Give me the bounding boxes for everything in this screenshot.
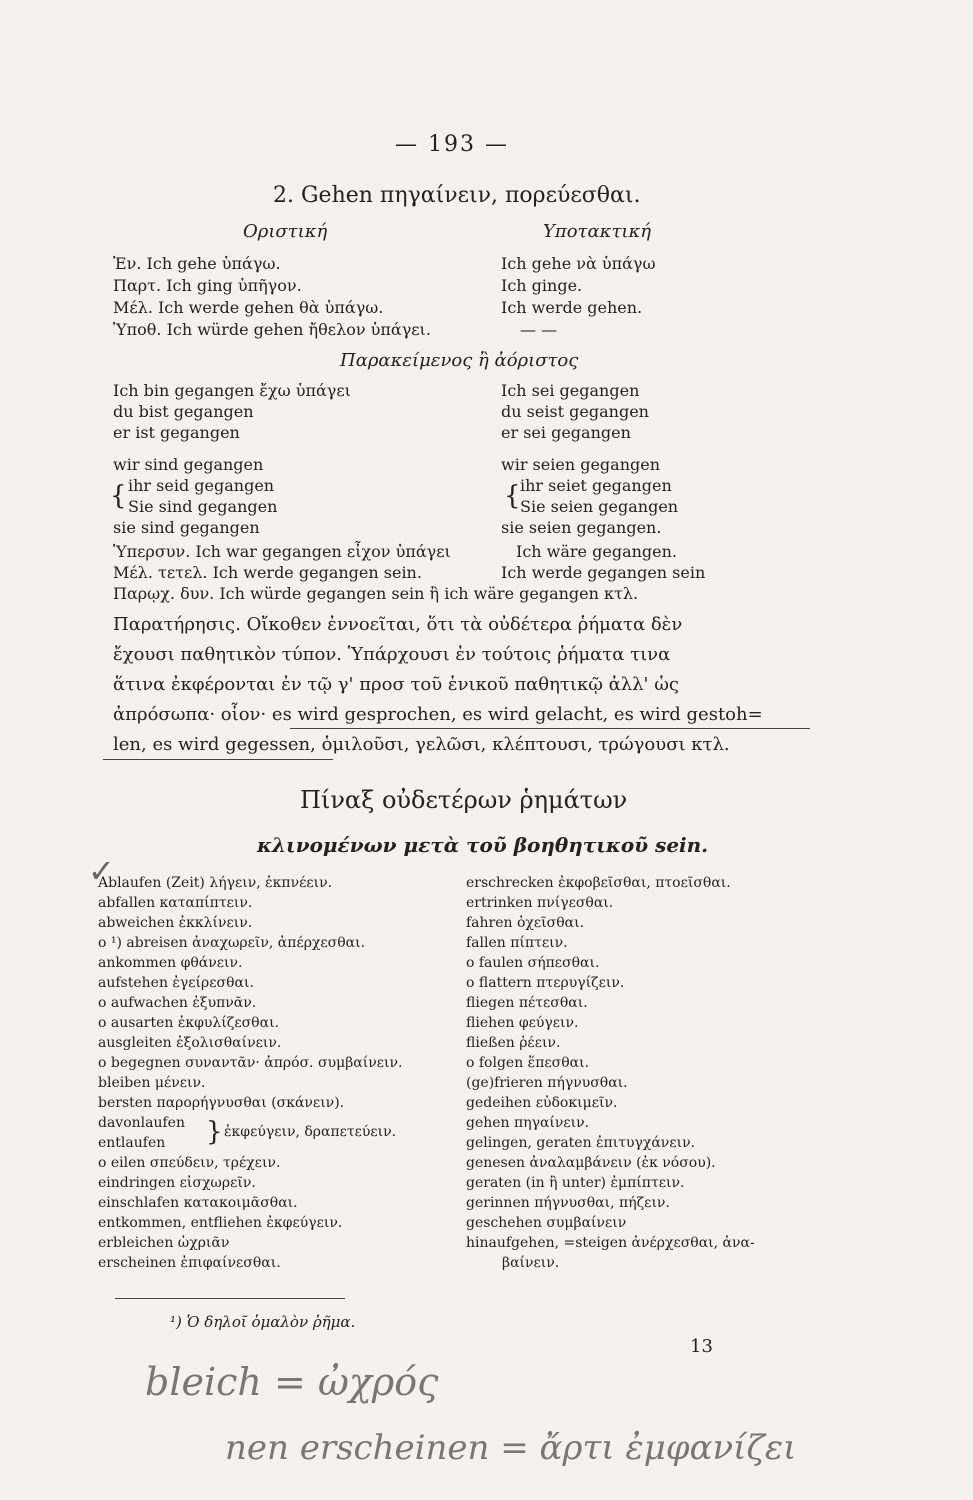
brace-right: { — [504, 481, 521, 511]
verb-row: fließen ῥέειν. — [466, 1035, 561, 1051]
tense-row: Παρῳχ. δυν. Ich würde gegangen sein ἢ ich wäre gegangen κτλ. — [113, 584, 639, 603]
indicative-label: Οριστική — [243, 221, 328, 242]
verb-row: o faulen σήπεσθαι. — [466, 955, 600, 971]
verb-row: bersten παρορήγνυσθαι (σκάνειν). — [98, 1095, 345, 1111]
verb-row: fahren ὀχεῖσθαι. — [466, 915, 585, 931]
footnote-rule — [115, 1298, 345, 1299]
verb-row: abweichen ἐκκλίνειν. — [98, 915, 253, 931]
section-heading: 2. Gehen πηγαίνειν, πορεύεσθαι. — [273, 183, 641, 208]
brace-translation: ἐκφεύγειν, δραπετεύειν. — [224, 1124, 397, 1140]
perfect-right-row: Ich sei gegangen — [501, 381, 640, 400]
indicative-row: Παρτ. Ich ging ὑπῆγον. — [113, 276, 302, 295]
remark-line: len, es wird gegessen, ὁμιλοῦσι, γελῶσι, κλέπτουσι, τρώγουσι κτλ. — [113, 734, 730, 755]
verb-row: ankommen φθάνειν. — [98, 955, 243, 971]
verb-row: aufstehen ἐγείρεσθαι. — [98, 975, 254, 991]
subjunctive-label: Υποτακτική — [543, 221, 652, 242]
verb-row: o aufwachen ἐξυπνᾶν. — [98, 995, 257, 1011]
page-number: — 193 — — [395, 132, 509, 157]
pencil-underline — [290, 728, 810, 729]
subjunctive-row: — — — [520, 320, 558, 339]
indicative-row: Μέλ. Ich werde gehen θὰ ὑπάγω. — [113, 298, 384, 317]
verb-row: einschlafen κατακοιμᾶσθαι. — [98, 1195, 298, 1211]
perfect-right-row: sie seien gegangen. — [501, 518, 662, 537]
remark-line: ἔχουσι παθητικὸν τύπον. Ὑπάρχουσι ἐν τούτοις ῥήματα τινα — [113, 644, 671, 665]
verb-row: entlaufen — [98, 1135, 166, 1151]
perfect-right-row: ihr seiet gegangen — [520, 476, 672, 495]
subjunctive-row: Ich werde gehen. — [501, 298, 643, 317]
handwritten-note: bleich = ὠχρός — [145, 1360, 439, 1404]
subjunctive-row: Ich gehe νὰ ὑπάγω — [501, 254, 656, 273]
perfect-right-row: Sie seien gegangen — [520, 497, 679, 516]
remark-line: Παρατήρησις. Οἴκοθεν ἐννοεῖται, ὅτι τὰ οὐδέτερα ῥήματα δὲν — [113, 614, 683, 635]
table-subtitle: κλινομένων μετὰ τοῦ βοηθητικοῦ sein. — [257, 833, 709, 857]
tense-row: Μέλ. τετελ. Ich werde gegangen sein. — [113, 563, 422, 582]
perfect-left-row: Sie sind gegangen — [128, 497, 278, 516]
verb-row: ertrinken πνίγεσθαι. — [466, 895, 614, 911]
table-title: Πίναξ οὐδετέρων ῥημάτων — [300, 786, 628, 814]
indicative-row: Ἐν. Ich gehe ὑπάγω. — [113, 254, 281, 273]
pencil-checkmark: ✓ — [88, 852, 115, 890]
verb-row: o begegnen συναντᾶν· ἀπρόσ. συμβαίνειν. — [98, 1055, 403, 1071]
verbs-right-column — [466, 873, 866, 1273]
tense-row-right: Ich wäre gegangen. — [516, 542, 678, 561]
perfect-right-row: du seist gegangen — [501, 402, 649, 421]
verb-row: geschehen συμβαίνειν — [466, 1215, 627, 1231]
handwritten-note: nen erscheinen = ἄρτι ἐμφανίζει — [225, 1428, 797, 1468]
verb-row: davonlaufen — [98, 1115, 185, 1131]
brace-icon: } — [206, 1117, 223, 1147]
tense-row: Ὑπερσυν. Ich war gegangen εἶχον ὑπάγει — [113, 542, 451, 561]
verb-row: Ablaufen (Zeit) λήγειν, ἐκπνέειν. — [98, 875, 333, 891]
verb-row: βαίνειν. — [502, 1255, 560, 1271]
verb-row: genesen ἀναλαμβάνειν (ἐκ νόσου). — [466, 1155, 716, 1171]
perfect-right-row: er sei gegangen — [501, 423, 631, 442]
perfect-left-row: wir sind gegangen — [113, 455, 264, 474]
verb-row: fallen πίπτειν. — [466, 935, 568, 951]
verb-row: (ge)frieren πήγνυσθαι. — [466, 1075, 628, 1091]
perfect-left-row: sie sind gegangen — [113, 518, 260, 537]
perfect-left-row: er ist gegangen — [113, 423, 240, 442]
verb-row: gehen πηγαίνειν. — [466, 1115, 590, 1131]
verb-row: ausgleiten ἐξολισθαίνειν. — [98, 1035, 282, 1051]
brace-group — [98, 1113, 458, 1153]
brace-left: { — [110, 481, 127, 511]
pencil-underline — [103, 759, 333, 760]
perfect-right-row: wir seien gegangen — [501, 455, 661, 474]
indicative-row: Ὑποθ. Ich würde gehen ἤθελον ὑπάγει. — [113, 320, 431, 339]
verb-row: erbleichen ὠχριᾶν — [98, 1235, 230, 1251]
verb-row: fliegen πέτεσθαι. — [466, 995, 588, 1011]
verb-row: erscheinen ἐπιφαίνεσθαι. — [98, 1255, 281, 1271]
subjunctive-row: Ich ginge. — [501, 276, 583, 295]
verb-row: fliehen φεύγειν. — [466, 1015, 579, 1031]
verb-row: abfallen καταπίπτειν. — [98, 895, 253, 911]
verb-row: hinaufgehen, =steigen ἀνέρχεσθαι, ἀνα- — [466, 1235, 755, 1251]
verb-row: o eilen σπεύδειν, τρέχειν. — [98, 1155, 281, 1171]
verb-row: o flattern πτερυγίζειν. — [466, 975, 625, 991]
verb-row: entkommen, entfliehen ἐκφεύγειν. — [98, 1215, 343, 1231]
footnote: ¹) Ὁ δηλοῖ ὁμαλὸν ῥῆμα. — [170, 1313, 356, 1331]
remark-line: ἀπρόσωπα· οἷον· es wird gesprochen, es wird gelacht, es wird gestoh= — [113, 704, 763, 725]
perfect-label: Παρακείμενος ἢ ἀόριστος — [340, 350, 579, 371]
verb-row: o ausarten ἐκφυλίζεσθαι. — [98, 1015, 280, 1031]
verb-row: erschrecken ἐκφοβεῖσθαι, πτοεῖσθαι. — [466, 875, 731, 891]
verb-row: bleiben μένειν. — [98, 1075, 206, 1091]
verb-row: geraten (in ἢ unter) ἐμπίπτειν. — [466, 1175, 685, 1191]
signature-mark: 13 — [690, 1336, 713, 1357]
verbs-left-column — [98, 873, 458, 1273]
verb-row: gedeihen εὐδοκιμεῖν. — [466, 1095, 618, 1111]
perfect-left-row: ihr seid gegangen — [128, 476, 275, 495]
verb-row: gelingen, geraten ἐπιτυγχάνειν. — [466, 1135, 696, 1151]
perfect-left-row: Ich bin gegangen ἔχω ὑπάγει — [113, 381, 351, 400]
remark-line: ἅτινα ἐκφέρονται ἐν τῷ γ' προσ τοῦ ἑνικοῦ παθητικῷ ἀλλ' ὡς — [113, 674, 679, 695]
tense-row-right: Ich werde gegangen sein — [501, 563, 706, 582]
verb-row: o folgen ἕπεσθαι. — [466, 1055, 590, 1071]
verb-row: gerinnen πήγνυσθαι, πήζειν. — [466, 1195, 670, 1211]
perfect-left-row: du bist gegangen — [113, 402, 254, 421]
verb-row: eindringen εἰσχωρεῖν. — [98, 1175, 256, 1191]
verb-row: o ¹) abreisen ἀναχωρεῖν, ἀπέρχεσθαι. — [98, 935, 366, 951]
